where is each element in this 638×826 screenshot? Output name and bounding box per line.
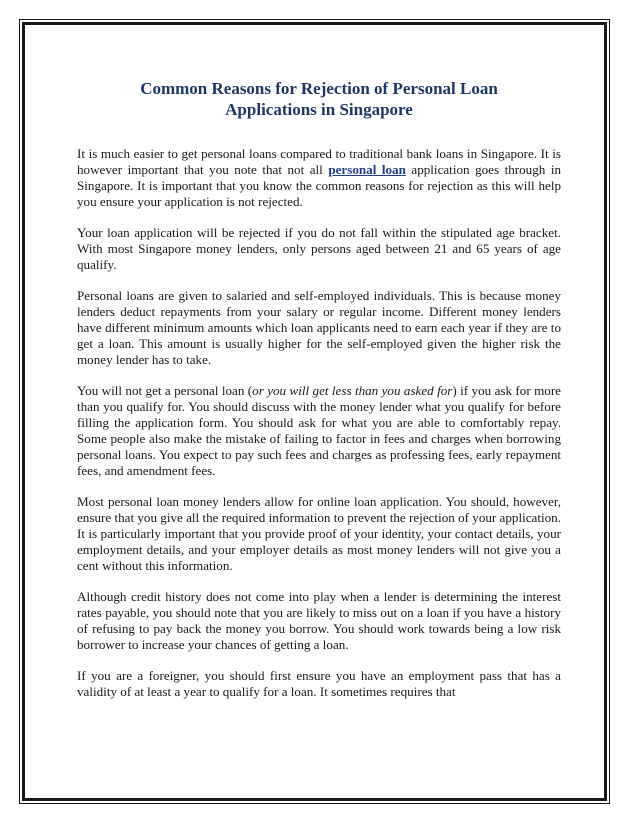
paragraph-amount-italic: or you will get less than you asked for <box>252 383 453 398</box>
paragraph-amount <box>77 383 561 479</box>
page-title <box>77 78 561 120</box>
paragraph-amount-text-end: ) if you ask for more than you qualify for. You should discuss with the money lender what you qualify for before filling the application form. You should ask for what you are able to comfortably repay. Some people also make the mistake of failing to factor in fees and charges when borrowing personal loans. You expect to pay such fees and charges as professing fees, early repayment fees, and amendment fees. <box>77 383 561 478</box>
title-line-1: Common Reasons for Rejection of Personal Loan <box>140 79 498 98</box>
document-body <box>77 78 561 715</box>
paragraph-foreigner: If you are a foreigner, you should first ensure you have an employment pass that has a validity of at least a year to qualify for a loan. It sometimes requires that <box>77 668 561 699</box>
title-line-2: Applications in Singapore <box>225 100 413 119</box>
paragraph-credit-history: Although credit history does not come into play when a lender is determining the interest rates payable, you should note that you are likely to miss out on a loan if you have a history of refusing to pay back the money you borrow. You should work towards being a low risk borrower to increase your chances of getting a loan. <box>77 589 561 652</box>
paragraph-age: Your loan application will be rejected if you do not fall within the stipulated age bracket. With most Singapore money lenders, only persons aged between 21 and 65 years of age qualify. <box>77 225 561 272</box>
paragraph-amount-text-start: You will not get a personal loan ( <box>77 383 253 398</box>
paragraph-intro <box>77 146 561 210</box>
paragraph-intro-text-start: It is much easier to get personal loans compared to traditional bank loans in Singapore. It is however important that you note that not all <box>77 146 561 177</box>
personal-loan-link[interactable]: personal loan <box>328 162 406 177</box>
paragraph-income: Personal loans are given to salaried and self-employed individuals. This is because money lenders deduct repayments from your salary or regular income. Different money lenders have different minimum amounts which loan applicants need to earn each year if they are to get a loan. This amount is usually higher for the self-employed given the higher risk the money lender has to take. <box>77 288 561 367</box>
paragraph-intro-text-end: application goes through in Singapore. It is important that you know the common reasons for rejection as this will help you ensure your application is not rejected. <box>77 162 561 209</box>
paragraph-online-application: Most personal loan money lenders allow for online loan application. You should, however, ensure that you give all the required information to prevent the rejection of your application. It is particularly important that you provide proof of your identity, your contact details, your employment details, and your employer details as most money lenders will not give you a cent without this information. <box>77 494 561 573</box>
